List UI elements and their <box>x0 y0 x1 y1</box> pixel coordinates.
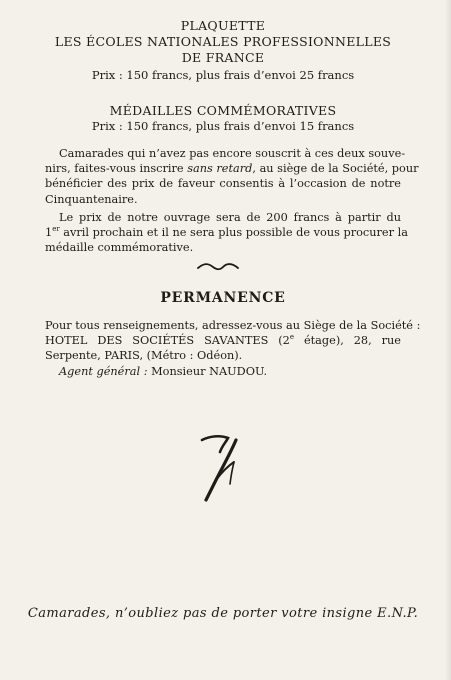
subscription-line-4: Cinquantenaire. <box>45 192 138 206</box>
permanence-address-start: HOTEL DES SOCIÉTÉS SAVANTES (2 <box>45 334 290 348</box>
price-notice-line-3: médaille commémorative. <box>45 241 194 255</box>
plaquette-subtitle-line-2: DE FRANCE <box>181 50 265 65</box>
price-notice-line-1: Le prix de notre ouvrage sera de 200 francs à partir du <box>59 211 401 224</box>
price-notice-line-2-end: avril prochain et il ne sera plus possible de vous procurer la <box>59 226 408 240</box>
permanence-line-4 <box>45 364 401 379</box>
plaquette-subtitle-line-1: LES ÉCOLES NATIONALES PROFESSIONNELLES <box>54 34 392 49</box>
subscription-line-2-start: nirs, faites-vous inscrire <box>45 162 188 176</box>
agent-name: Monsieur NAUDOU. <box>147 364 268 378</box>
permanence-line-2 <box>45 333 401 348</box>
subscription-line-2-end: , au siège de la Société, pour <box>252 162 419 176</box>
permanence-line-3: Serpente, PARIS, (Métro : Odéon). <box>45 349 243 363</box>
sans-retard-emphasis: sans retard <box>187 162 253 176</box>
subscription-line-1: Camarades qui n’avez pas encore souscrit à ces deux souve- <box>59 147 406 160</box>
medailles-price: Prix : 150 francs, plus frais d’envoi 15 francs <box>91 119 355 133</box>
subscription-line-3: bénéficier des prix de faveur consentis à l’occasion de notre <box>45 177 401 191</box>
footer-reminder: Camarades, n’oubliez pas de porter votre insigne E.N.P. <box>27 606 419 621</box>
permanence-line-1: Pour tous renseignements, adressez-vous au Siège de la Société : <box>45 319 421 332</box>
permanence-heading: PERMANENCE <box>160 290 286 306</box>
monogram-ornament <box>196 432 246 504</box>
price-notice-line-2 <box>45 225 408 240</box>
permanence-paragraph <box>45 318 421 379</box>
agent-label: Agent général : <box>59 364 148 378</box>
section-divider-ornament <box>196 262 240 272</box>
price-notice-day: 1 <box>45 226 53 240</box>
permanence-address-end: étage), 28, rue <box>294 334 401 348</box>
price-notice-ordinal: er <box>52 225 60 234</box>
medailles-title: MÉDAILLES COMMÉMORATIVES <box>109 103 337 118</box>
permanence-floor-ordinal: e <box>289 333 295 342</box>
plaquette-title: PLAQUETTE <box>180 18 266 33</box>
subscription-line-2 <box>45 161 419 176</box>
price-notice-paragraph <box>45 210 408 256</box>
plaquette-price: Prix : 150 francs, plus frais d’envoi 25 francs <box>91 68 355 82</box>
subscription-paragraph <box>45 146 419 207</box>
